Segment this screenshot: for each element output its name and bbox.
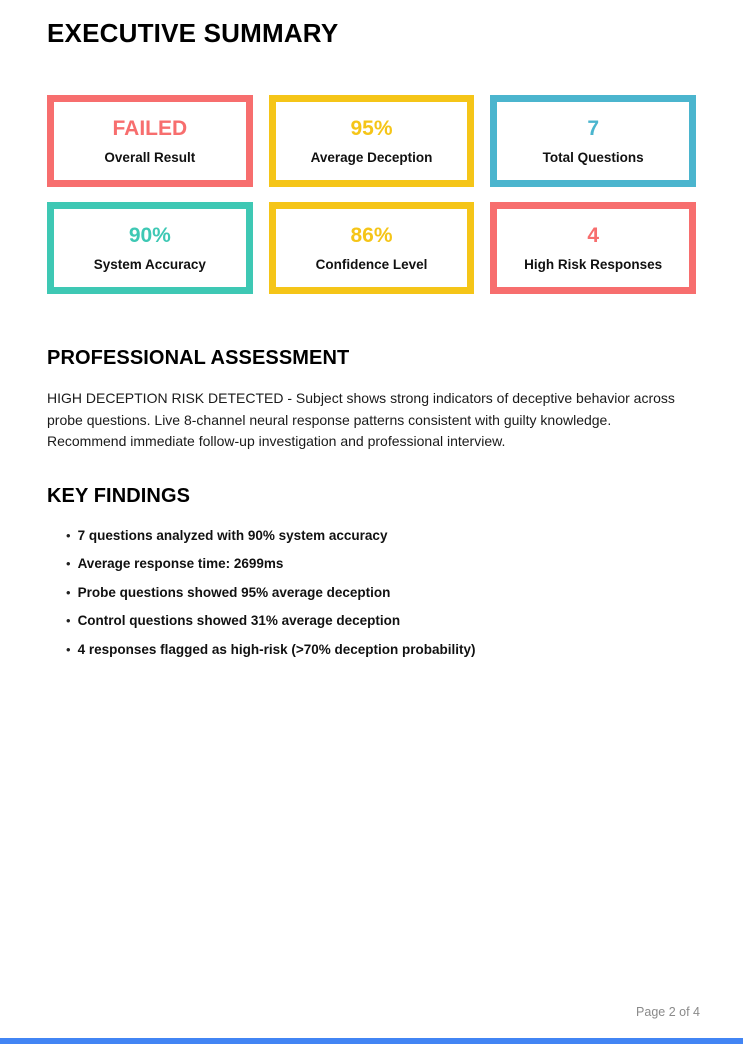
summary-card <box>490 202 696 294</box>
finding-text: 4 responses flagged as high-risk (>70% deception probability) <box>77 641 476 657</box>
card-label: Confidence Level <box>315 256 428 272</box>
finding-item <box>66 557 696 571</box>
summary-card <box>490 95 696 187</box>
bullet-dot: • <box>66 556 71 571</box>
card-value: 7 <box>587 116 599 140</box>
bullet-dot: • <box>66 641 71 657</box>
page-number: Page 2 of 4 <box>636 1005 700 1019</box>
professional-assessment-body: HIGH DECEPTION RISK DETECTED - Subject shows strong indicators of deceptive behavior across probe questions. Live 8-channel neural response patterns consistent with guilty knowledge. Recommend immediate follow-up investigation and professional interview. <box>47 390 675 449</box>
summary-cards <box>47 95 696 294</box>
finding-text: Control questions showed 31% average deception <box>77 613 401 628</box>
card-value: FAILED <box>112 116 188 140</box>
bullet-dot: • <box>66 613 71 628</box>
key-findings-list <box>47 529 696 657</box>
card-label: Overall Result <box>104 149 196 165</box>
bottom-accent-bar <box>0 1038 743 1044</box>
finding-text: Probe questions showed 95% average deception <box>77 584 391 600</box>
card-value: 90% <box>128 223 171 247</box>
finding-text: 7 questions analyzed with 90% system accuracy <box>77 527 388 543</box>
summary-card <box>47 202 253 294</box>
summary-card <box>269 95 475 187</box>
card-label: Average Deception <box>310 149 433 165</box>
card-value: 95% <box>350 116 393 140</box>
finding-text: Average response time: 2699ms <box>77 556 284 571</box>
card-value: 4 <box>587 223 599 247</box>
bullet-dot: • <box>66 527 71 543</box>
page-title: EXECUTIVE SUMMARY <box>47 18 339 48</box>
key-findings-heading: KEY FINDINGS <box>47 484 191 507</box>
summary-card <box>47 95 253 187</box>
finding-item <box>66 586 696 600</box>
card-label: Total Questions <box>542 149 644 165</box>
summary-card <box>269 202 475 294</box>
finding-item <box>66 643 696 657</box>
card-value: 86% <box>350 223 393 247</box>
card-label: System Accuracy <box>93 256 206 272</box>
card-label: High Risk Responses <box>524 256 663 272</box>
finding-item <box>66 529 696 543</box>
bullet-dot: • <box>66 584 71 600</box>
finding-item <box>66 614 696 628</box>
professional-assessment-heading: PROFESSIONAL ASSESSMENT <box>47 347 350 369</box>
